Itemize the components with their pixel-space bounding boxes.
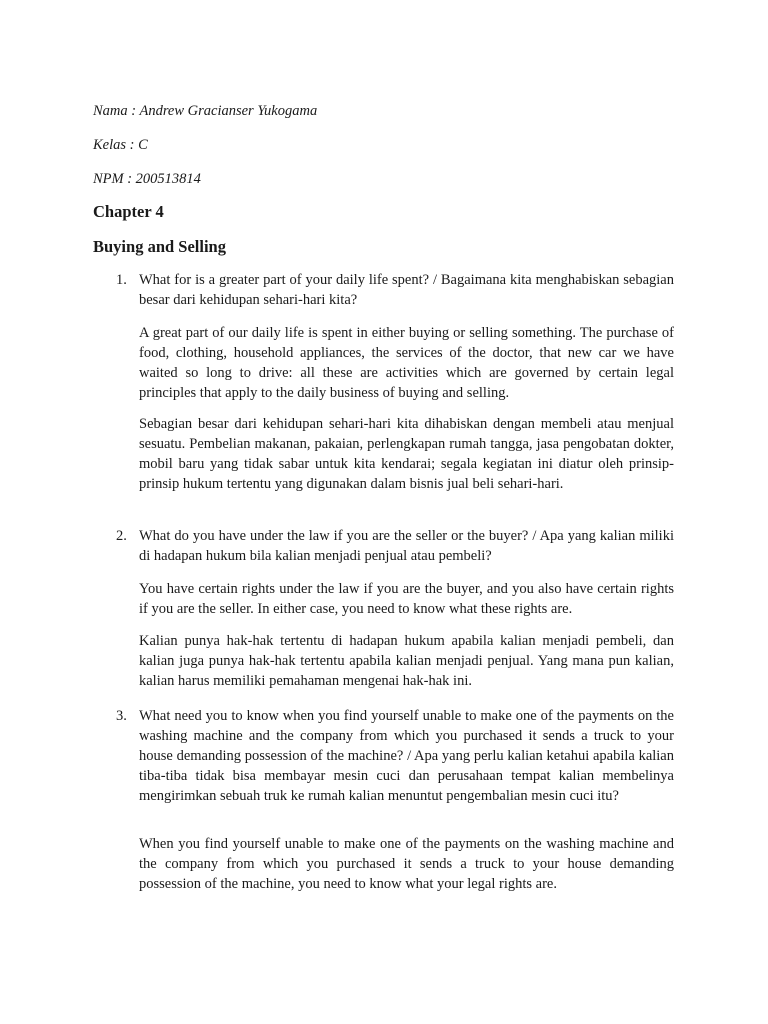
answer-paragraph-english: You have certain rights under the law if you are the buyer, and you also have certain rights if you are the seller. In either case, you need to know what these rights are.	[139, 581, 674, 617]
question-text: What need you to know when you find yourself unable to make one of the payments on the washing machine and the company from which you purchased it sends a truck to your house demanding possession of the machine? / Apa yang perlu kalian ketahui apabila kalian tiba-tiba tidak bisa membayar mesin cuci dan perusahaan tempat kalian membelinya mengirimkan sebuah truk ke rumah kalian menuntut pengembalian mesin cuci itu?	[139, 708, 674, 804]
section-title: Buying and Selling	[93, 237, 226, 256]
chapter-heading: Chapter 4	[93, 202, 164, 221]
student-name: Nama : Andrew Gracianser Yukogama	[93, 103, 318, 119]
question-text: What do you have under the law if you are the seller or the buyer? / Apa yang kalian miliki di hadapan hukum bila kalian menjadi penjual atau pembeli?	[139, 528, 674, 564]
question-number: 1.	[116, 272, 127, 288]
answer-paragraph-english: When you find yourself unable to make one of the payments on the washing machine and the company from which you purchased it sends a truck to your house demanding possession of the machine, you need to know what your legal rights are.	[139, 836, 674, 892]
question-text: What for is a greater part of your daily life spent? / Bagaimana kita menghabiskan sebagian besar dari kehidupan sehari-hari kita?	[139, 272, 674, 308]
question-number: 2.	[116, 528, 127, 544]
answer-paragraph-english: A great part of our daily life is spent in either buying or selling something. The purchase of food, clothing, household appliances, the services of the doctor, that new car we have waited so long to drive: all these are activities which are governed by certain legal principles that apply to the daily business of buying and selling.	[139, 325, 674, 401]
answer-paragraph-indonesian: Kalian punya hak-hak tertentu di hadapan hukum apabila kalian menjadi pembeli, dan kalian juga punya hak-hak tertentu apabila kalian menjadi penjual. Yang mana pun kalian, kalian harus memiliki pemahaman mengenai hak-hak ini.	[139, 633, 674, 689]
question-number: 3.	[116, 708, 127, 724]
student-npm: NPM : 200513814	[93, 171, 201, 187]
answer-paragraph-indonesian: Sebagian besar dari kehidupan sehari-hari kita dihabiskan dengan membeli atau menjual sesuatu. Pembelian makanan, pakaian, perlengkapan rumah tangga, jasa pengobatan dokter, mobil baru yang tidak sabar untuk kita kendarai; segala kegiatan ini diatur oleh prinsip-prinsip hukum tertentu yang digunakan dalam bisnis jual beli sehari-hari.	[139, 416, 674, 492]
student-class: Kelas : C	[93, 137, 148, 153]
